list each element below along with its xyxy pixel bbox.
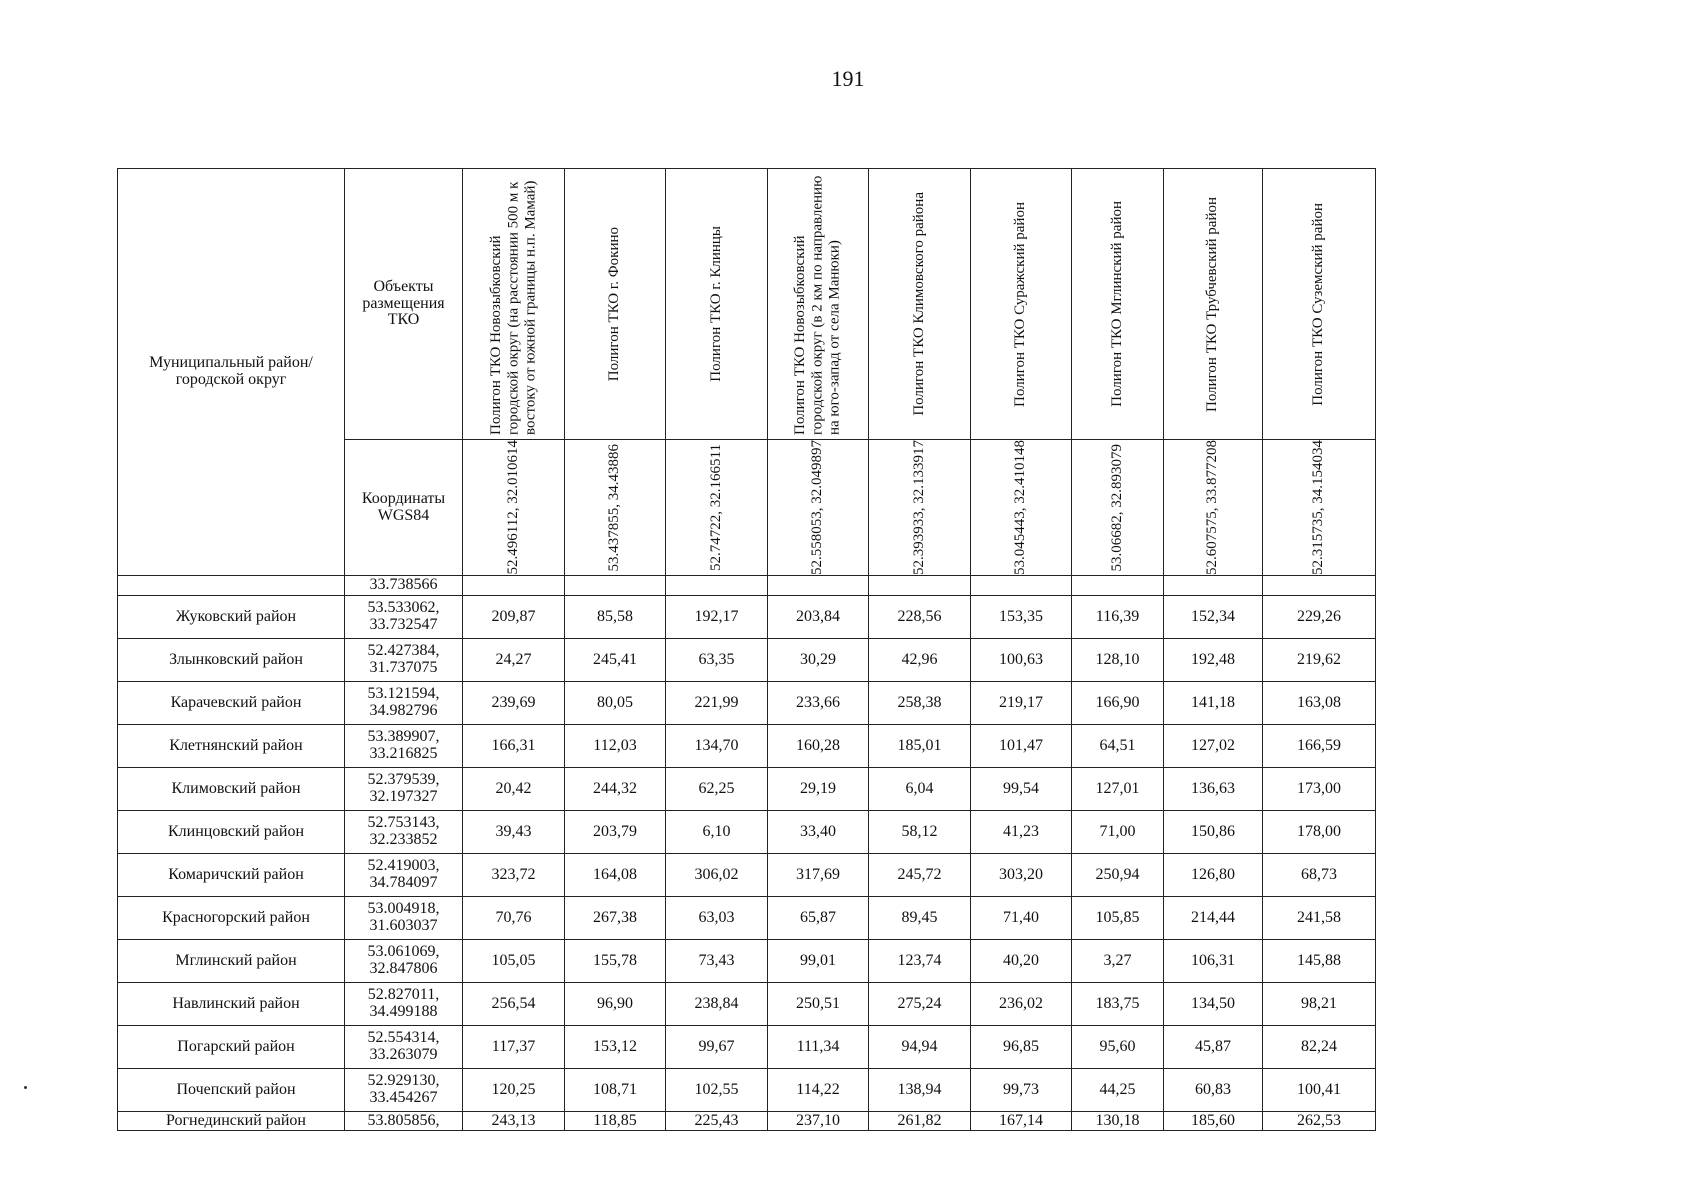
facility-name: Полигон ТКО г. Клинцы <box>707 226 724 382</box>
table-row <box>118 940 1376 983</box>
distance-value: 45,87 <box>1164 1026 1263 1069</box>
distance-value: 241,58 <box>1263 897 1376 940</box>
distance-value: 192,17 <box>666 596 768 639</box>
distance-value: 323,72 <box>463 854 565 897</box>
distance-value: 118,85 <box>565 1112 666 1131</box>
objects-label: Объекты размещения ТКО <box>345 169 463 440</box>
distance-value: 150,86 <box>1164 811 1263 854</box>
distance-value: 134,50 <box>1164 983 1263 1026</box>
distance-value: 120,25 <box>463 1069 565 1112</box>
distance-value: 141,18 <box>1164 682 1263 725</box>
distance-value: 155,78 <box>565 940 666 983</box>
distance-value: 245,41 <box>565 639 666 682</box>
district-name: Погарский район <box>118 1026 345 1069</box>
distance-value: 3,27 <box>1072 940 1164 983</box>
distance-value: 250,94 <box>1072 854 1164 897</box>
distance-value: 262,53 <box>1263 1112 1376 1131</box>
empty-cell <box>463 576 565 596</box>
district-name: Климовский район <box>118 768 345 811</box>
distance-value: 243,13 <box>463 1112 565 1131</box>
distance-value: 99,67 <box>666 1026 768 1069</box>
distance-value: 233,66 <box>768 682 869 725</box>
distance-value: 134,70 <box>666 725 768 768</box>
distance-value: 80,05 <box>565 682 666 725</box>
distance-value: 108,71 <box>565 1069 666 1112</box>
distance-value: 117,37 <box>463 1026 565 1069</box>
district-name: Злынковский район <box>118 639 345 682</box>
distance-value: 94,94 <box>869 1026 971 1069</box>
distance-value: 73,43 <box>666 940 768 983</box>
distance-value: 71,00 <box>1072 811 1164 854</box>
facility-name: Полигон ТКО Климовского района <box>910 192 927 416</box>
district-name: Клинцовский район <box>118 811 345 854</box>
facility-coords-9 <box>1263 440 1376 576</box>
table-row <box>118 768 1376 811</box>
distance-value: 64,51 <box>1072 725 1164 768</box>
distance-value: 123,74 <box>869 940 971 983</box>
distance-value: 41,23 <box>971 811 1072 854</box>
distance-value: 95,60 <box>1072 1026 1164 1069</box>
distance-value: 6,04 <box>869 768 971 811</box>
distance-value: 192,48 <box>1164 639 1263 682</box>
distance-value: 127,02 <box>1164 725 1263 768</box>
distance-value: 40,20 <box>971 940 1072 983</box>
distance-value: 6,10 <box>666 811 768 854</box>
district-name: Мглинский район <box>118 940 345 983</box>
distance-value: 30,29 <box>768 639 869 682</box>
facility-coords-5 <box>869 440 971 576</box>
facility-name: Полигон ТКО Суражский район <box>1012 201 1029 407</box>
district-coords: 52.827011, 34.499188 <box>345 983 463 1026</box>
distance-value: 100,63 <box>971 639 1072 682</box>
facility-coords: 53.06682, 32.893079 <box>1108 443 1125 572</box>
distance-value: 96,85 <box>971 1026 1072 1069</box>
facility-name: Полигон ТКО Суземский район <box>1310 202 1327 406</box>
facility-name: Полигон ТКО Трубчевский район <box>1204 196 1221 412</box>
table-row <box>118 596 1376 639</box>
distance-value: 99,73 <box>971 1069 1072 1112</box>
facility-name: Полигон ТКО г. Фокино <box>606 226 623 382</box>
distance-value: 145,88 <box>1263 940 1376 983</box>
distance-value: 111,34 <box>768 1026 869 1069</box>
distance-value: 245,72 <box>869 854 971 897</box>
distance-value: 98,21 <box>1263 983 1376 1026</box>
facility-coords: 53.045443, 32.410148 <box>1012 440 1029 575</box>
distance-value: 63,03 <box>666 897 768 940</box>
district-coords: 52.554314, 33.263079 <box>345 1026 463 1069</box>
district-coords: 52.753143, 32.233852 <box>345 811 463 854</box>
distance-value: 152,34 <box>1164 596 1263 639</box>
empty-cell <box>768 576 869 596</box>
distance-value: 237,10 <box>768 1112 869 1131</box>
distance-value: 167,14 <box>971 1112 1072 1131</box>
facility-name: Полигон ТКО Новозыбковский городской округ (в 2 км по направлению на юго-запад от села Манюки) <box>792 175 843 435</box>
distance-value: 258,38 <box>869 682 971 725</box>
distance-value: 24,27 <box>463 639 565 682</box>
distance-value: 99,01 <box>768 940 869 983</box>
table-row <box>118 639 1376 682</box>
facility-header-6 <box>971 169 1072 440</box>
distance-value: 173,00 <box>1263 768 1376 811</box>
distance-value: 261,82 <box>869 1112 971 1131</box>
facility-coords: 52.607575, 33.877208 <box>1204 440 1221 575</box>
district-coords: 53.533062, 33.732547 <box>345 596 463 639</box>
empty-cell <box>118 576 345 596</box>
coords-label: Координаты WGS84 <box>345 440 463 576</box>
distance-value: 236,02 <box>971 983 1072 1026</box>
facility-coords-1 <box>463 440 565 576</box>
distance-value: 166,59 <box>1263 725 1376 768</box>
distance-value: 99,54 <box>971 768 1072 811</box>
distance-value: 185,01 <box>869 725 971 768</box>
district-coords: 52.379539, 32.197327 <box>345 768 463 811</box>
distance-value: 71,40 <box>971 897 1072 940</box>
distance-value: 163,08 <box>1263 682 1376 725</box>
distance-value: 221,99 <box>666 682 768 725</box>
district-column-header: Муниципальный район/городской округ <box>118 169 345 576</box>
empty-cell <box>971 576 1072 596</box>
distance-value: 153,35 <box>971 596 1072 639</box>
distance-value: 44,25 <box>1072 1069 1164 1112</box>
distance-value: 62,25 <box>666 768 768 811</box>
facility-header-3 <box>666 169 768 440</box>
table-row <box>118 1026 1376 1069</box>
distance-value: 128,10 <box>1072 639 1164 682</box>
distance-value: 114,22 <box>768 1069 869 1112</box>
distance-value: 214,44 <box>1164 897 1263 940</box>
facility-header-9 <box>1263 169 1376 440</box>
distance-value: 136,63 <box>1164 768 1263 811</box>
district-name: Клетнянский район <box>118 725 345 768</box>
facility-header-1 <box>463 169 565 440</box>
carry-over-coord: 33.738566 <box>345 576 463 596</box>
distance-value: 275,24 <box>869 983 971 1026</box>
facility-header-2 <box>565 169 666 440</box>
distance-value: 160,28 <box>768 725 869 768</box>
facility-coords-3 <box>666 440 768 576</box>
distance-value: 164,08 <box>565 854 666 897</box>
distance-value: 63,35 <box>666 639 768 682</box>
district-coords: 53.389907, 33.216825 <box>345 725 463 768</box>
distance-value: 239,69 <box>463 682 565 725</box>
distance-value: 96,90 <box>565 983 666 1026</box>
district-coords: 53.061069, 32.847806 <box>345 940 463 983</box>
district-name: Карачевский район <box>118 682 345 725</box>
table-row <box>118 811 1376 854</box>
district-name: Почепский район <box>118 1069 345 1112</box>
district-coords: 53.004918, 31.603037 <box>345 897 463 940</box>
distance-value: 178,00 <box>1263 811 1376 854</box>
district-name: Рогнединский район <box>118 1112 345 1131</box>
table-row <box>118 682 1376 725</box>
distance-value: 126,80 <box>1164 854 1263 897</box>
table-row <box>118 983 1376 1026</box>
distance-value: 153,12 <box>565 1026 666 1069</box>
district-coords: 53.805856, <box>345 1112 463 1131</box>
facility-coords-2 <box>565 440 666 576</box>
distance-value: 65,87 <box>768 897 869 940</box>
distance-value: 20,42 <box>463 768 565 811</box>
distance-value: 105,85 <box>1072 897 1164 940</box>
header-row-names <box>118 169 1376 440</box>
distance-value: 130,18 <box>1072 1112 1164 1131</box>
distance-value: 116,39 <box>1072 596 1164 639</box>
empty-cell <box>1164 576 1263 596</box>
empty-cell <box>666 576 768 596</box>
district-coords: 53.121594, 34.982796 <box>345 682 463 725</box>
distance-value: 112,03 <box>565 725 666 768</box>
empty-cell <box>869 576 971 596</box>
distance-value: 42,96 <box>869 639 971 682</box>
distance-value: 138,94 <box>869 1069 971 1112</box>
district-name: Навлинский район <box>118 983 345 1026</box>
table-body <box>118 596 1376 1131</box>
distance-value: 250,51 <box>768 983 869 1026</box>
facility-name: Полигон ТКО Мглинский район <box>1108 201 1125 407</box>
district-coords: 52.427384, 31.737075 <box>345 639 463 682</box>
distance-table <box>117 168 1376 1131</box>
distance-value: 68,73 <box>1263 854 1376 897</box>
facility-header-5 <box>869 169 971 440</box>
facility-header-4 <box>768 169 869 440</box>
facility-coords: 52.315735, 34.154034 <box>1310 440 1327 575</box>
empty-cell <box>1263 576 1376 596</box>
table-row <box>118 854 1376 897</box>
facility-header-8 <box>1164 169 1263 440</box>
facility-coords: 52.496112, 32.010614 <box>504 440 521 575</box>
facility-coords-4 <box>768 440 869 576</box>
distance-value: 203,79 <box>565 811 666 854</box>
page-number: 191 <box>831 66 865 91</box>
distance-value: 228,56 <box>869 596 971 639</box>
distance-value: 238,84 <box>666 983 768 1026</box>
distance-value: 106,31 <box>1164 940 1263 983</box>
distance-value: 33,40 <box>768 811 869 854</box>
distance-value: 102,55 <box>666 1069 768 1112</box>
facility-coords-8 <box>1164 440 1263 576</box>
distance-value: 267,38 <box>565 897 666 940</box>
distance-value: 219,62 <box>1263 639 1376 682</box>
distance-value: 127,01 <box>1072 768 1164 811</box>
distance-value: 166,90 <box>1072 682 1164 725</box>
distance-value: 39,43 <box>463 811 565 854</box>
table-row <box>118 897 1376 940</box>
facility-name: Полигон ТКО Новозыбковский городской округ (на расстоянии 500 м к востоку от южной границы н.п. Мамай) <box>487 180 539 435</box>
distance-value: 29,19 <box>768 768 869 811</box>
table-row <box>118 725 1376 768</box>
distance-value: 229,26 <box>1263 596 1376 639</box>
distance-value: 203,84 <box>768 596 869 639</box>
facility-coords-6 <box>971 440 1072 576</box>
facility-coords: 53.437855, 34.43886 <box>606 443 623 572</box>
district-name: Жуковский район <box>118 596 345 639</box>
distance-value: 58,12 <box>869 811 971 854</box>
distance-value: 100,41 <box>1263 1069 1376 1112</box>
distance-value: 225,43 <box>666 1112 768 1131</box>
distance-value: 60,83 <box>1164 1069 1263 1112</box>
empty-cell <box>565 576 666 596</box>
district-coords: 52.419003, 34.784097 <box>345 854 463 897</box>
distance-value: 85,58 <box>565 596 666 639</box>
distance-value: 101,47 <box>971 725 1072 768</box>
facility-header-7 <box>1072 169 1164 440</box>
scan-speck <box>24 1086 27 1089</box>
distance-value: 185,60 <box>1164 1112 1263 1131</box>
distance-value: 166,31 <box>463 725 565 768</box>
distance-value: 89,45 <box>869 897 971 940</box>
distance-value: 256,54 <box>463 983 565 1026</box>
table-row <box>118 1069 1376 1112</box>
facility-coords: 52.393933, 32.133917 <box>910 440 927 575</box>
distance-value: 183,75 <box>1072 983 1164 1026</box>
facility-coords: 52.558053, 32.049897 <box>809 440 826 575</box>
distance-value: 244,32 <box>565 768 666 811</box>
distance-value: 219,17 <box>971 682 1072 725</box>
distance-value: 317,69 <box>768 854 869 897</box>
distance-value: 303,20 <box>971 854 1072 897</box>
distance-value: 306,02 <box>666 854 768 897</box>
carry-over-row <box>118 576 1376 596</box>
empty-cell <box>1072 576 1164 596</box>
district-name: Красногорский район <box>118 897 345 940</box>
distance-value: 209,87 <box>463 596 565 639</box>
district-coords: 52.929130, 33.454267 <box>345 1069 463 1112</box>
table-row <box>118 1112 1376 1131</box>
distance-value: 105,05 <box>463 940 565 983</box>
distance-value: 82,24 <box>1263 1026 1376 1069</box>
district-name: Комаричский район <box>118 854 345 897</box>
facility-coords-7 <box>1072 440 1164 576</box>
distance-value: 70,76 <box>463 897 565 940</box>
facility-coords: 52.74722, 32.166511 <box>707 444 724 571</box>
